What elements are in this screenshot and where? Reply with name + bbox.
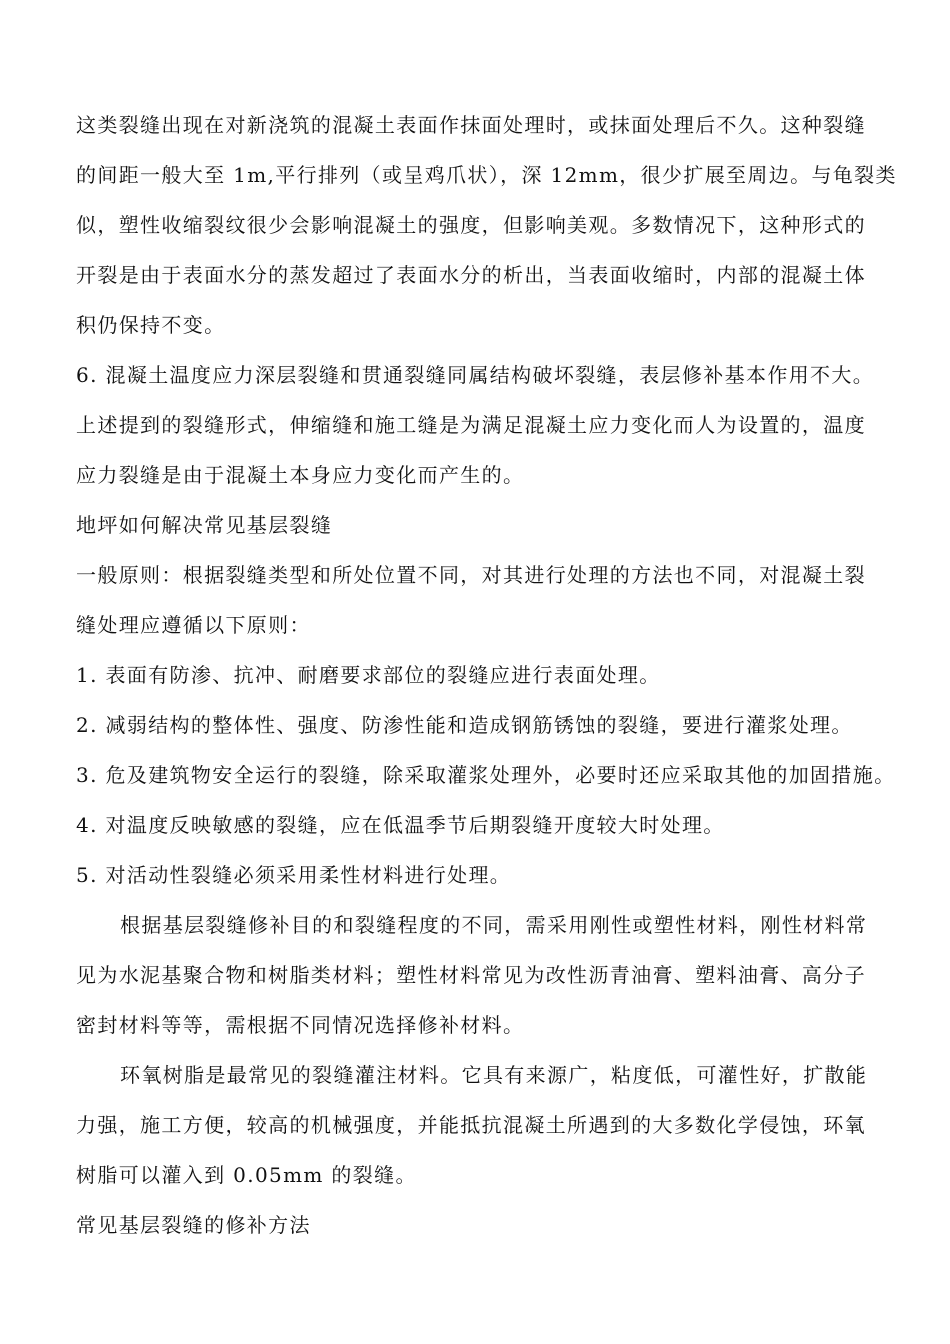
text-line: 密封材料等等，需根据不同情况选择修补材料。 xyxy=(76,1013,525,1037)
paragraph-summary xyxy=(76,400,906,500)
document-body xyxy=(76,100,906,1250)
list-item: 1. 表面有防渗、抗冲、耐磨要求部位的裂缝应进行表面处理。 xyxy=(76,663,661,687)
text-line: 环氧树脂是最常见的裂缝灌注材料。它具有来源广，粘度低，可灌性好，扩散能 xyxy=(120,1063,868,1087)
text-line: 积仍保持不变。 xyxy=(76,313,226,337)
text-line: 缝处理应遵循以下原则： xyxy=(76,613,311,637)
text-line: 这类裂缝出现在对新浇筑的混凝土表面作抹面处理时，或抹面处理后不久。这种裂缝 xyxy=(76,113,866,137)
paragraph-repair-materials xyxy=(76,900,906,1050)
list-item: 2. 减弱结构的整体性、强度、防渗性能和造成钢筋锈蚀的裂缝，要进行灌浆处理。 xyxy=(76,713,853,737)
list-item: 4. 对温度反映敏感的裂缝，应在低温季节后期裂缝开度较大时处理。 xyxy=(76,813,725,837)
text-line: 力强，施工方便，较高的机械强度，并能抵抗混凝土所遇到的大多数化学侵蚀，环氧 xyxy=(76,1113,866,1137)
text-line: 似，塑性收缩裂纹很少会影响混凝土的强度，但影响美观。多数情况下，这种形式的 xyxy=(76,213,866,237)
text-line: 的间距一般大至 1m,平行排列（或呈鸡爪状），深 12mm，很少扩展至周边。与龟裂类 xyxy=(76,163,897,187)
principle-list xyxy=(76,650,906,900)
text-line: 一般原则：根据裂缝类型和所处位置不同，对其进行处理的方法也不同，对混凝土裂 xyxy=(76,563,866,587)
paragraph-epoxy-resin xyxy=(76,1050,906,1200)
text-line: 应力裂缝是由于混凝土本身应力变化而产生的。 xyxy=(76,463,525,487)
list-item: 3. 危及建筑物安全运行的裂缝，除采取灌浆处理外，必要时还应采取其他的加固措施。 xyxy=(76,763,896,787)
text-line: 上述提到的裂缝形式，伸缩缝和施工缝是为满足混凝土应力变化而人为设置的，温度 xyxy=(76,413,866,437)
section-heading: 地坪如何解决常见基层裂缝 xyxy=(76,513,333,537)
paragraph-general-principle xyxy=(76,550,906,650)
text-line: 开裂是由于表面水分的蒸发超过了表面水分的析出，当表面收缩时，内部的混凝土体 xyxy=(76,263,866,287)
paragraph-plastic-shrinkage xyxy=(76,100,906,350)
section-heading: 常见基层裂缝的修补方法 xyxy=(76,1213,311,1237)
list-item: 5. 对活动性裂缝必须采用柔性材料进行处理。 xyxy=(76,863,512,887)
text-line: 树脂可以灌入到 0.05mm 的裂缝。 xyxy=(76,1163,417,1187)
list-item-6: 6. 混凝土温度应力深层裂缝和贯通裂缝同属结构破坏裂缝，表层修补基本作用不大。 xyxy=(76,363,875,387)
text-line: 根据基层裂缝修补目的和裂缝程度的不同，需采用刚性或塑性材料，刚性材料常 xyxy=(120,913,868,937)
text-line: 见为水泥基聚合物和树脂类材料；塑性材料常见为改性沥青油膏、塑料油膏、高分子 xyxy=(76,963,866,987)
